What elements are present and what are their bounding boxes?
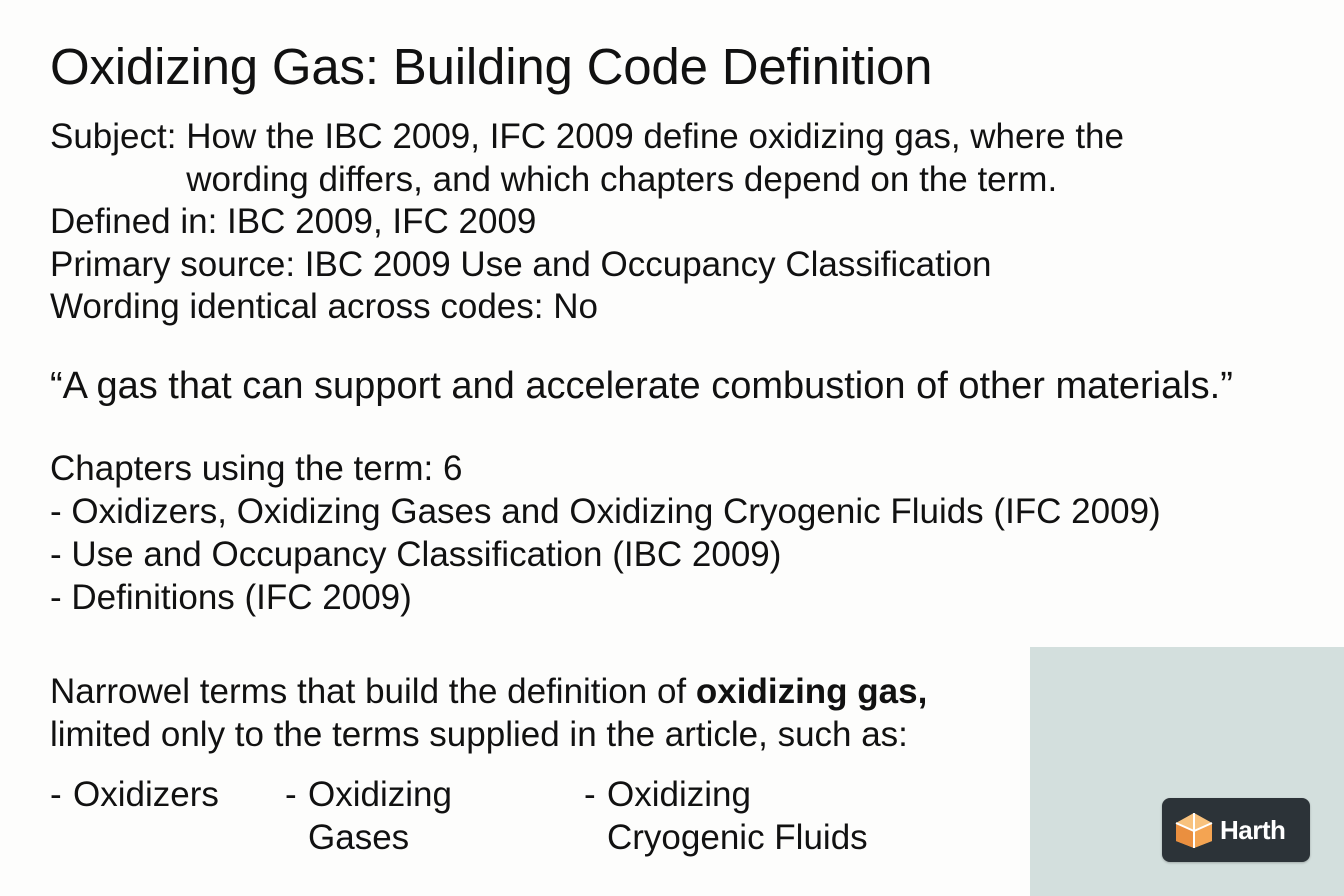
metadata-block xyxy=(50,116,1250,329)
defined-in: Defined in: IBC 2009, IFC 2009 xyxy=(50,202,537,241)
narrower-terms-intro xyxy=(50,670,1010,756)
house-cube-logo-icon xyxy=(1173,810,1215,850)
primary-source: Primary source: IBC 2009 Use and Occupancy Classification xyxy=(50,244,992,284)
brand-badge[interactable] xyxy=(1162,798,1310,862)
brand-name: Harth xyxy=(1220,814,1286,845)
definition-quote: “A gas that can support and accelerate combustion of other materials.” xyxy=(50,365,1233,407)
chapter-item: - Definitions (IFC 2009) xyxy=(50,578,412,617)
term-text: Oxidizers xyxy=(73,775,219,814)
narrower-term xyxy=(584,773,904,859)
subject-value: How the IBC 2009, IFC 2009 define oxidizing gas, where the wording differs, and which chapters depend on the term. xyxy=(186,117,1124,199)
intro-term: oxidizing gas, xyxy=(695,672,928,711)
intro-prefix: Narrowel terms that build the definition of xyxy=(50,672,696,711)
term-text: Oxidizing Gases xyxy=(308,775,452,857)
term-dash: - xyxy=(584,775,596,814)
term-text: Oxidizing Cryogenic Fluids xyxy=(607,775,868,857)
page-title: Oxidizing Gas: Building Code Definition xyxy=(50,38,933,95)
term-dash: - xyxy=(285,775,297,814)
wording-identical: Wording identical across codes: No xyxy=(50,287,598,326)
subject-row xyxy=(50,116,1250,201)
chapter-item: - Use and Occupancy Classification (IBC 2009) xyxy=(50,535,782,574)
subject-label: Subject: xyxy=(50,117,177,156)
chapters-block xyxy=(50,447,1161,619)
narrower-term xyxy=(50,773,250,816)
chapter-item: - Oxidizers, Oxidizing Gases and Oxidizing Cryogenic Fluids (IFC 2009) xyxy=(50,492,1161,531)
term-dash: - xyxy=(50,775,62,814)
chapters-heading: Chapters using the term: 6 xyxy=(50,449,463,488)
narrower-term xyxy=(285,773,525,859)
intro-suffix: limited only to the terms supplied in the article, such as: xyxy=(50,715,908,754)
